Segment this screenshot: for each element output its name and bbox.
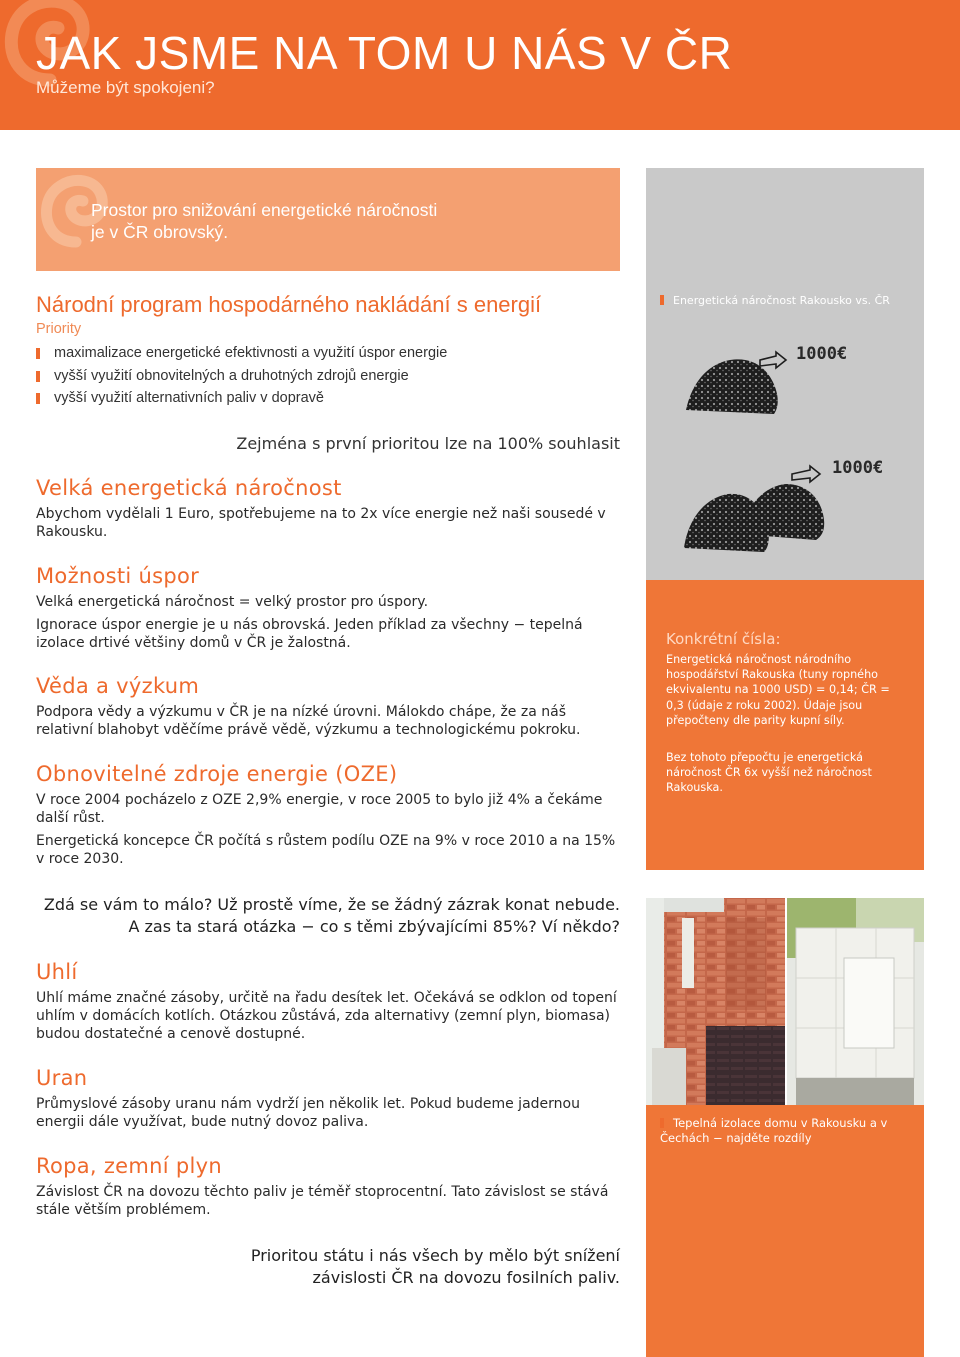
section-text: Průmyslové zásoby uranu nám vydrží jen několik let. Pokud budeme jadernou energii dále využívat, bude nutný dovoz paliva. [36, 1096, 580, 1130]
list-item: vyšší využití obnovitelných a druhotných zdrojů energie [36, 365, 626, 388]
page-subtitle: Můžeme být spokojeni? [36, 78, 215, 97]
numbers-title: Konkrétní čísla: [666, 630, 781, 648]
numbers-text-1: Energetická náročnost národního hospodářství Rakouska (tuny ropného ekvivalentu na 1000 USD) = 0,14; ČR = 0,3 (údaje z roku 2002). Údaje jsou přepočteny dle parity kupní síly. [666, 653, 890, 727]
priority-label: Priority [36, 321, 82, 337]
house-insulation-image [646, 898, 924, 1105]
arrow-icon [792, 466, 820, 482]
section-text: Abychom vydělali 1 Euro, spotřebujeme na to 2x více energie než naši sousedé v Rakousku. [36, 506, 606, 540]
photo-caption-panel [646, 1105, 924, 1357]
photo-caption: Tepelná izolace domu v Rakousku a v Čechách − najděte rozdíly [660, 1116, 910, 1146]
section-text: Velká energetická náročnost = velký prostor pro úspory. [36, 594, 429, 610]
section-title: Velká energetická náročnost [36, 476, 342, 500]
numbers-panel [646, 580, 924, 870]
list-item: maximalizace energetické efektivnosti a využití úspor energie [36, 342, 626, 365]
section-title: Obnovitelné zdroje energie (OZE) [36, 762, 398, 786]
section-title: Ropa, zemní plyn [36, 1154, 222, 1178]
cost-label-czech: 1000€ [832, 458, 884, 478]
section-oil-gas [36, 1154, 626, 1219]
coal-piles-illustration [646, 168, 924, 580]
arrow-icon [760, 352, 786, 368]
section-renewables [36, 762, 626, 868]
national-program-title: Národní program hospodárného nakládání s energií [36, 292, 542, 317]
list-item: vyšší využití alternativních paliv v dopravě [36, 387, 626, 410]
question-line-1: Zdá se vám to málo? Už prostě víme, že se žádný zázrak konat nebude. [43, 895, 620, 914]
energy-comparison-panel [646, 168, 924, 580]
section-coal [36, 960, 626, 1043]
section-title: Věda a výzkum [36, 674, 200, 698]
page-title: JAK JSME NA TOM U NÁS V ČR [36, 27, 733, 79]
insulation-photo [646, 898, 924, 1105]
priority-list [36, 342, 626, 410]
section-text: Energetická koncepce ČR počítá s růstem podílu OZE na 9% v roce 2010 a na 15% v roce 2030. [36, 833, 616, 867]
cost-label-austria: 1000€ [796, 344, 848, 364]
intro-text [91, 199, 591, 243]
section-text: Podpora vědy a výzkumu v ČR je na nízké úrovni. Málokdo chápe, že za náš relativní blahobyt vděčíme právě vědě, výzkumu a technologickému pokroku. [36, 704, 581, 738]
section-science [36, 674, 626, 739]
section-text: V roce 2004 pocházelo z OZE 2,9% energie, v roce 2005 to bylo již 4% a čekáme další růst. [36, 792, 603, 826]
section-savings [36, 564, 626, 652]
section-text: Ignorace úspor energie je u nás obrovská. Jeden příklad za všechny − tepelná izolace drtivé většiny domů v ČR je žalostná. [36, 617, 583, 651]
closing-line-1: Prioritou státu i nás všech by mělo být snížení [250, 1246, 620, 1265]
intro-callout [36, 168, 620, 271]
section-title: Uhlí [36, 960, 78, 984]
closing-quote [60, 1245, 620, 1289]
intro-line-1: Prostor pro snižování energetické náročnosti [91, 200, 438, 220]
section-energy-intensity [36, 476, 626, 541]
numbers-text-2: Bez tohoto přepočtu je energetická náročnost ČR 6x vyšší než náročnost Rakouska. [666, 751, 872, 795]
section-title: Uran [36, 1066, 88, 1090]
intro-line-2: je v ČR obrovský. [91, 222, 229, 242]
coal-pile-austria [686, 359, 778, 414]
national-program [36, 292, 626, 410]
section-text: Závislost ČR na dovozu těchto paliv je téměř stoprocentní. Tato závislost se stává stále větším problémem. [36, 1184, 609, 1218]
question-line-2: A zas ta stará otázka − co s těmi zbývajícími 85%? Ví někdo? [128, 917, 620, 936]
agreement-note: Zejména s první prioritou lze na 100% souhlasit [236, 434, 620, 453]
closing-line-2: závislosti ČR na dovozu fosilních paliv. [312, 1268, 620, 1287]
section-title: Možnosti úspor [36, 564, 200, 588]
coal-pile-czech-2 [740, 484, 824, 540]
chart-caption: Energetická náročnost Rakousko vs. ČR [660, 294, 890, 307]
question-quote [20, 894, 620, 938]
page-header [0, 0, 960, 130]
section-text: Uhlí máme značné zásoby, určitě na řadu desítek let. Očekává se odklon od topení uhlím v domácích kotlích. Otázkou zůstává, zda alternativy (zemní plyn, biomasa) budou dostatečné a cenově dostupné. [36, 990, 617, 1042]
section-uranium [36, 1066, 626, 1131]
